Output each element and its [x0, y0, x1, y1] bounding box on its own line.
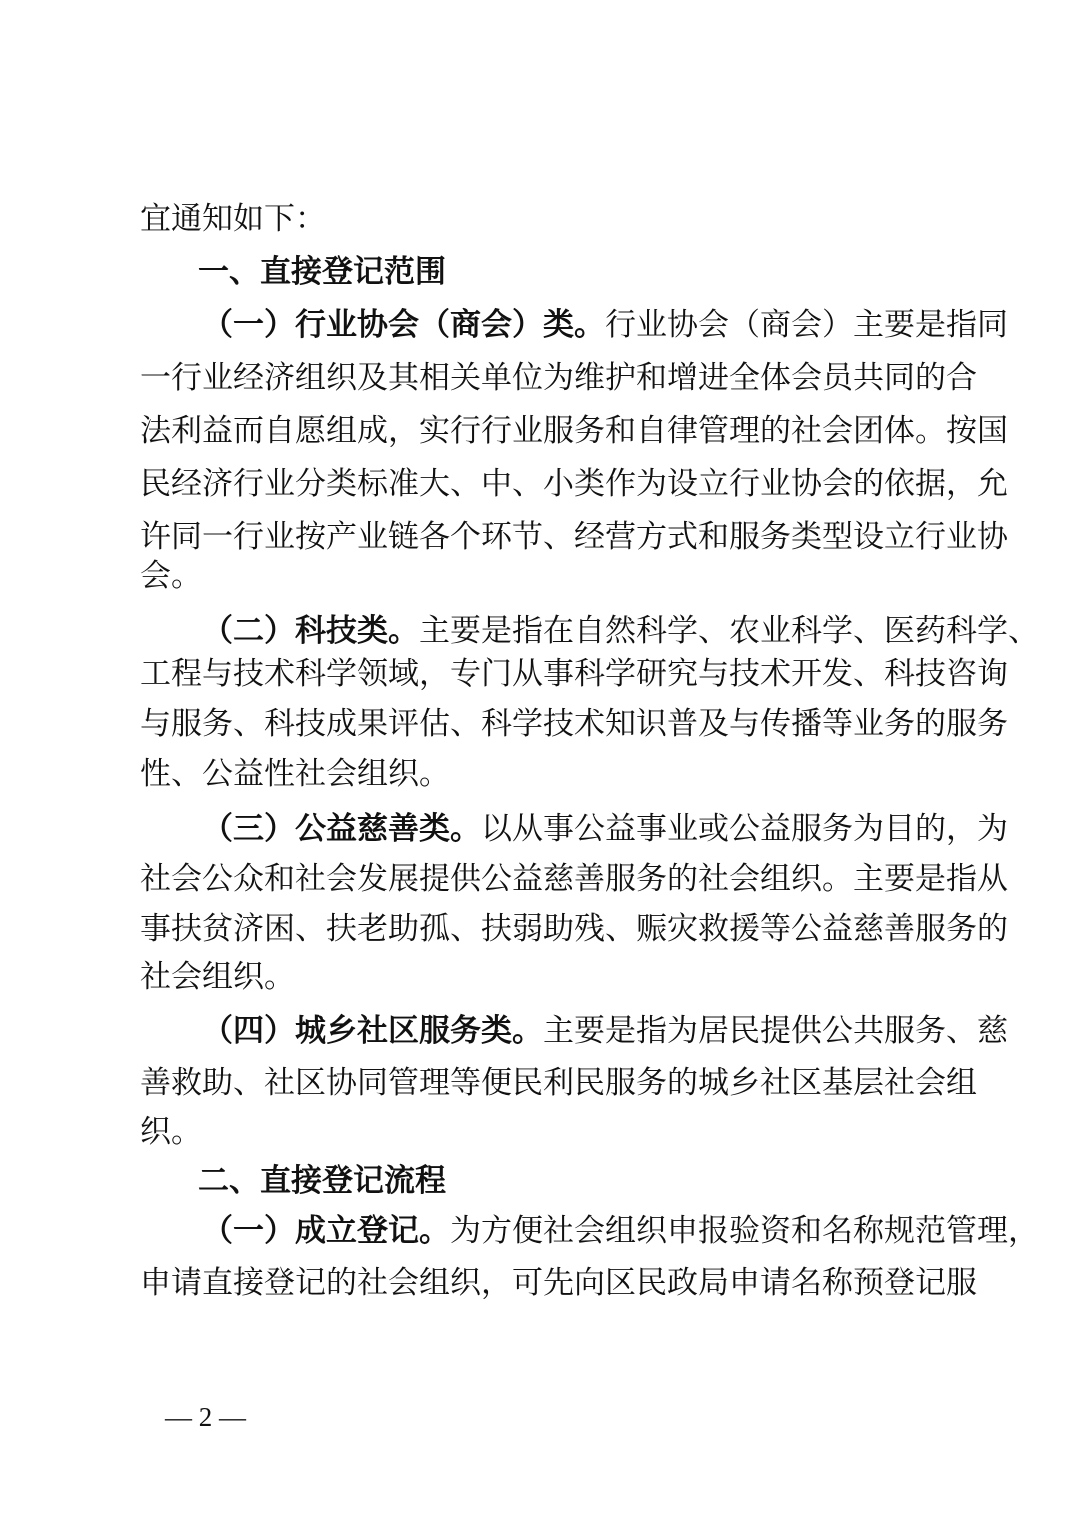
section-1-heading: 一、直接登记范围 — [198, 254, 446, 290]
paragraph-establishment-registration-line-1 — [202, 1205, 1039, 1257]
paragraph-community-service-line-3: 织。 — [140, 1114, 202, 1150]
item-label-public-welfare: （三）公益慈善类。 — [202, 811, 481, 847]
item-label-establishment-registration: （一）成立登记。 — [202, 1213, 450, 1249]
item-text: 为方便社会组织申报验资和名称规范管理， — [450, 1213, 1039, 1249]
paragraph-science-tech-line-3: 与服务、科技成果评估、科学技术知识普及与传播等业务的服务 — [140, 706, 1008, 742]
item-text: 行业协会（商会）主要是指同 — [605, 307, 1008, 343]
item-text: 主要是指在自然科学、农业科学、医药科学、 — [419, 613, 1039, 649]
paragraph-industry-association-line-4: 民经济行业分类标准大、中、小类作为设立行业协会的依据，允 — [140, 466, 1008, 502]
paragraph-establishment-registration-line-2: 申请直接登记的社会组织，可先向区民政局申请名称预登记服 — [140, 1265, 977, 1301]
paragraph-public-welfare-line-1 — [202, 803, 1008, 855]
item-label-science-tech: （二）科技类。 — [202, 613, 419, 649]
intro-line: 宜通知如下： — [140, 201, 326, 237]
paragraph-public-welfare-line-2: 社会公众和社会发展提供公益慈善服务的社会组织。主要是指从 — [140, 861, 1008, 897]
page-number: — 2 — — [165, 1402, 246, 1432]
paragraph-industry-association-line-6: 会。 — [140, 558, 202, 594]
paragraph-science-tech-line-2: 工程与技术科学领域，专门从事科学研究与技术开发、科技咨询 — [140, 656, 1008, 692]
item-label-community-service: （四）城乡社区服务类。 — [202, 1013, 543, 1049]
paragraph-community-service-line-1 — [202, 1005, 1008, 1057]
section-2-heading: 二、直接登记流程 — [198, 1163, 446, 1199]
paragraph-industry-association-line-2: 一行业经济组织及其相关单位为维护和增进全体会员共同的合 — [140, 360, 977, 396]
paragraph-public-welfare-line-4: 社会组织。 — [140, 959, 295, 995]
paragraph-community-service-line-2: 善救助、社区协同管理等便民利民服务的城乡社区基层社会组 — [140, 1065, 977, 1101]
paragraph-industry-association-line-1 — [202, 299, 1008, 351]
paragraph-public-welfare-line-3: 事扶贫济困、扶老助孤、扶弱助残、赈灾救援等公益慈善服务的 — [140, 911, 1008, 947]
item-text: 以从事公益事业或公益服务为目的，为 — [481, 811, 1008, 847]
paragraph-industry-association-line-3: 法利益而自愿组成，实行行业服务和自律管理的社会团体。按国 — [140, 413, 1008, 449]
paragraph-industry-association-line-5: 许同一行业按产业链各个环节、经营方式和服务类型设立行业协 — [140, 519, 1008, 555]
item-label-industry-association: （一）行业协会（商会）类。 — [202, 307, 605, 343]
paragraph-science-tech-line-4: 性、公益性社会组织。 — [140, 756, 450, 792]
item-text: 主要是指为居民提供公共服务、慈 — [543, 1013, 1008, 1049]
